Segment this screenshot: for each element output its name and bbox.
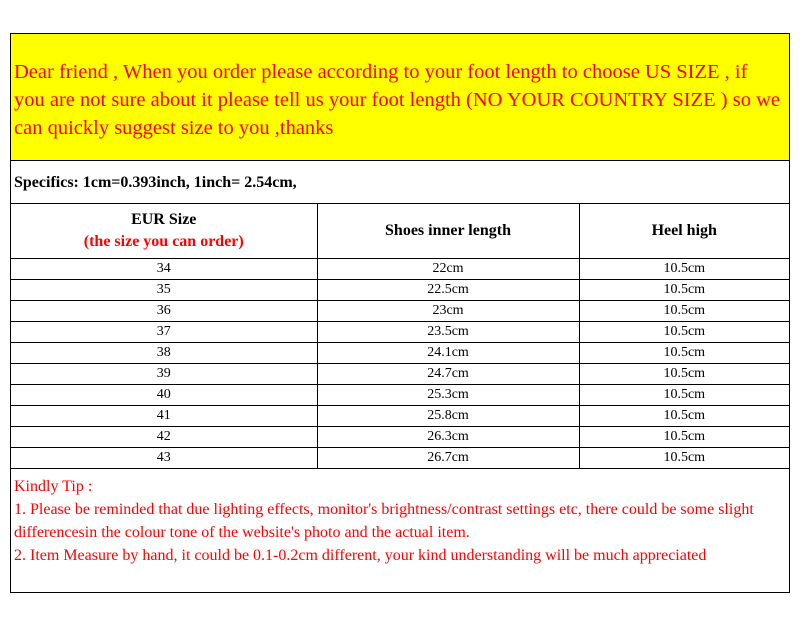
tip-measure: 2. Item Measure by hand, it could be 0.1-0.2cm different, your kind understanding will be much appreciated bbox=[14, 547, 707, 564]
cell-inner-length: 22.5cm bbox=[317, 280, 579, 301]
cell-heel-high: 10.5cm bbox=[579, 301, 789, 322]
cell-inner-length: 24.7cm bbox=[317, 364, 579, 385]
cell-eur-size: 42 bbox=[11, 427, 317, 448]
cell-heel-high: 10.5cm bbox=[579, 343, 789, 364]
table-row bbox=[11, 385, 789, 406]
cell-eur-size: 37 bbox=[11, 322, 317, 343]
table-row bbox=[11, 280, 789, 301]
cell-eur-size: 40 bbox=[11, 385, 317, 406]
cell-heel-high: 10.5cm bbox=[579, 364, 789, 385]
cell-eur-size: 39 bbox=[11, 364, 317, 385]
header-eur-label: EUR Size bbox=[131, 211, 197, 228]
header-eur-size bbox=[11, 204, 317, 259]
cell-heel-high: 10.5cm bbox=[579, 322, 789, 343]
specifics-text: Specifics: 1cm=0.393inch, 1inch= 2.54cm, bbox=[14, 174, 297, 191]
table-row bbox=[11, 343, 789, 364]
kindly-tips bbox=[11, 468, 789, 592]
size-table bbox=[11, 204, 789, 469]
cell-inner-length: 23.5cm bbox=[317, 322, 579, 343]
cell-heel-high: 10.5cm bbox=[579, 280, 789, 301]
cell-eur-size: 41 bbox=[11, 406, 317, 427]
table-row bbox=[11, 301, 789, 322]
table-row bbox=[11, 364, 789, 385]
tips-title: Kindly Tip : bbox=[14, 478, 93, 495]
header-heel-high: Heel high bbox=[579, 204, 789, 259]
table-row bbox=[11, 406, 789, 427]
cell-inner-length: 24.1cm bbox=[317, 343, 579, 364]
tip-lighting: 1. Please be reminded that due lighting effects, monitor's brightness/contrast settings etc, there could be some slight differencesin the colour tone of the website's photo and the actual item. bbox=[14, 501, 754, 541]
size-chart-frame bbox=[10, 33, 790, 593]
specifics-line bbox=[11, 161, 789, 204]
cell-inner-length: 25.8cm bbox=[317, 406, 579, 427]
order-notice-banner bbox=[11, 34, 789, 161]
table-row bbox=[11, 427, 789, 448]
cell-eur-size: 36 bbox=[11, 301, 317, 322]
cell-eur-size: 35 bbox=[11, 280, 317, 301]
cell-heel-high: 10.5cm bbox=[579, 448, 789, 469]
table-row bbox=[11, 448, 789, 469]
cell-inner-length: 26.3cm bbox=[317, 427, 579, 448]
cell-eur-size: 43 bbox=[11, 448, 317, 469]
order-notice-text: Dear friend , When you order please according to your foot length to choose US SIZE , if you are not sure about it please tell us your foot length (NO YOUR COUNTRY SIZE ) so we can quickly suggest size to you ,thanks bbox=[14, 61, 780, 139]
cell-eur-size: 34 bbox=[11, 259, 317, 280]
table-row bbox=[11, 259, 789, 280]
size-table-header bbox=[11, 204, 789, 259]
cell-heel-high: 10.5cm bbox=[579, 427, 789, 448]
cell-heel-high: 10.5cm bbox=[579, 259, 789, 280]
header-inner-length: Shoes inner length bbox=[317, 204, 579, 259]
cell-heel-high: 10.5cm bbox=[579, 385, 789, 406]
cell-heel-high: 10.5cm bbox=[579, 406, 789, 427]
table-row bbox=[11, 322, 789, 343]
cell-inner-length: 25.3cm bbox=[317, 385, 579, 406]
cell-inner-length: 23cm bbox=[317, 301, 579, 322]
cell-eur-size: 38 bbox=[11, 343, 317, 364]
cell-inner-length: 26.7cm bbox=[317, 448, 579, 469]
header-eur-note: (the size you can order) bbox=[83, 233, 244, 250]
cell-inner-length: 22cm bbox=[317, 259, 579, 280]
